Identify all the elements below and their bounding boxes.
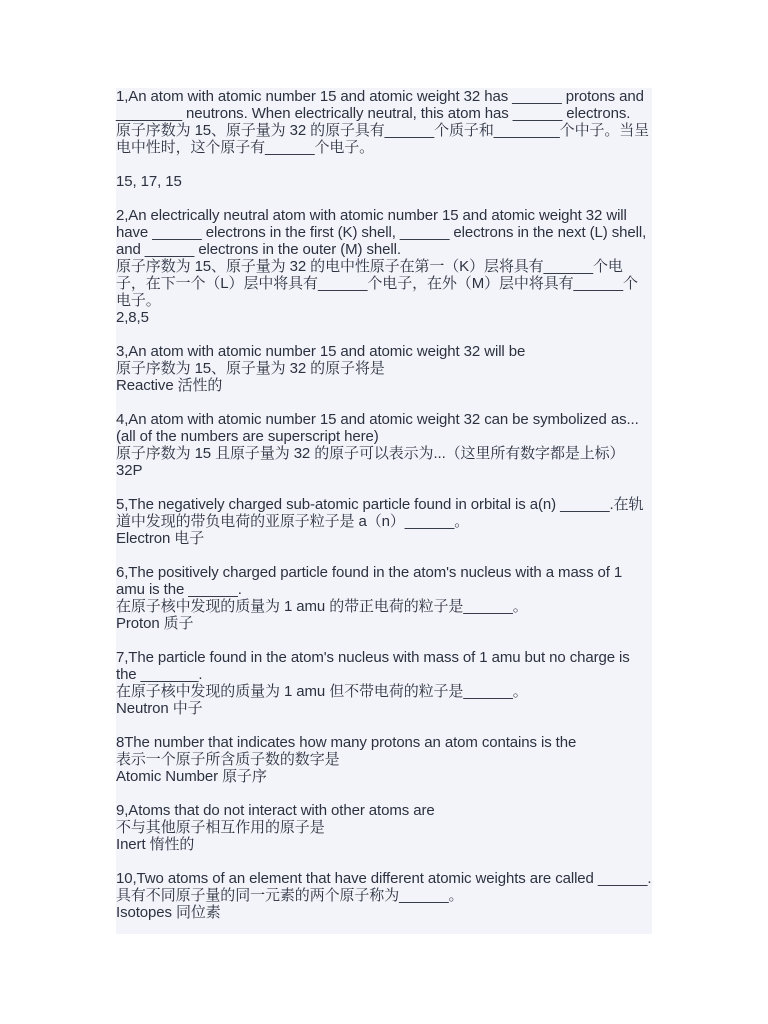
question-text: 5,The negatively charged sub-atomic particle found in orbital is a(n) ______.在轨道中发现的带负电荷的亚原子粒子是 a（n）______。 — [116, 496, 644, 530]
question-text: 1,An atom with atomic number 15 and atomic weight 32 has ______ protons and ________ neutrons. When electrically neutral, this atom has ______ electrons. — [116, 88, 644, 122]
question-4 — [116, 411, 652, 479]
question-translation: 原子序数为 15 且原子量为 32 的原子可以表示为...（这里所有数字都是上标） — [116, 445, 625, 462]
question-translation: 不与其他原子相互作用的原子是 — [116, 819, 325, 836]
document-page — [116, 88, 652, 934]
answer-text: 32P — [116, 462, 143, 479]
question-7 — [116, 649, 652, 717]
question-translation: 原子序数为 15、原子量为 32 的原子具有______个质子和________个中子。当呈电中性时，这个原子有______个电子。 — [116, 122, 650, 156]
question-translation: 表示一个原子所含质子数的数字是 — [116, 751, 340, 768]
question-translation: 在原子核中发现的质量为 1 amu 的带正电荷的粒子是______。 — [116, 598, 528, 615]
question-translation: 原子序数为 15、原子量为 32 的原子将是 — [116, 360, 385, 377]
question-text: 2,An electrically neutral atom with atomic number 15 and atomic weight 32 will have ______ electrons in the first (K) shell, ______ electrons in the next (L) shell, and ______ electrons in the outer (M) shell. — [116, 207, 647, 258]
question-1 — [116, 88, 652, 156]
answer-text: Reactive 活性的 — [116, 377, 223, 394]
answer-text: Electron 电子 — [116, 530, 205, 547]
question-text: 7,The particle found in the atom's nucleus with mass of 1 amu but no charge is the _______. — [116, 649, 630, 683]
question-text: 6,The positively charged particle found in the atom's nucleus with a mass of 1 amu is the ______. — [116, 564, 623, 598]
question-8 — [116, 734, 652, 785]
question-2 — [116, 207, 652, 326]
document-content — [116, 88, 652, 921]
question-translation: 原子序数为 15、原子量为 32 的电中性原子在第一（K）层将具有______个电子，在下一个（L）层中将具有______个电子，在外（M）层中将具有______个电子。 — [116, 258, 638, 309]
question-text: 10,Two atoms of an element that have different atomic weights are called ______.具有不同原子量的同一元素的两个原子称为______。 — [116, 870, 652, 904]
question-text: 3,An atom with atomic number 15 and atomic weight 32 will be — [116, 343, 526, 360]
answer-text: Inert 惰性的 — [116, 836, 195, 853]
question-3 — [116, 343, 652, 394]
answer-text: 15, 17, 15 — [116, 173, 182, 190]
question-text: 8The number that indicates how many protons an atom contains is the — [116, 734, 577, 751]
question-text: 9,Atoms that do not interact with other atoms are — [116, 802, 435, 819]
question-10 — [116, 870, 652, 921]
question-text: 4,An atom with atomic number 15 and atomic weight 32 can be symbolized as... (all of the numbers are superscript here) — [116, 411, 639, 445]
question-6 — [116, 564, 652, 632]
answer-text: Isotopes 同位素 — [116, 904, 221, 921]
answer-1 — [116, 173, 652, 190]
question-9 — [116, 802, 652, 853]
answer-text: Atomic Number 原子序 — [116, 768, 267, 785]
answer-text: 2,8,5 — [116, 309, 149, 326]
question-translation: 在原子核中发现的质量为 1 amu 但不带电荷的粒子是______。 — [116, 683, 528, 700]
answer-text: Proton 质子 — [116, 615, 194, 632]
question-5 — [116, 496, 652, 547]
answer-text: Neutron 中子 — [116, 700, 203, 717]
